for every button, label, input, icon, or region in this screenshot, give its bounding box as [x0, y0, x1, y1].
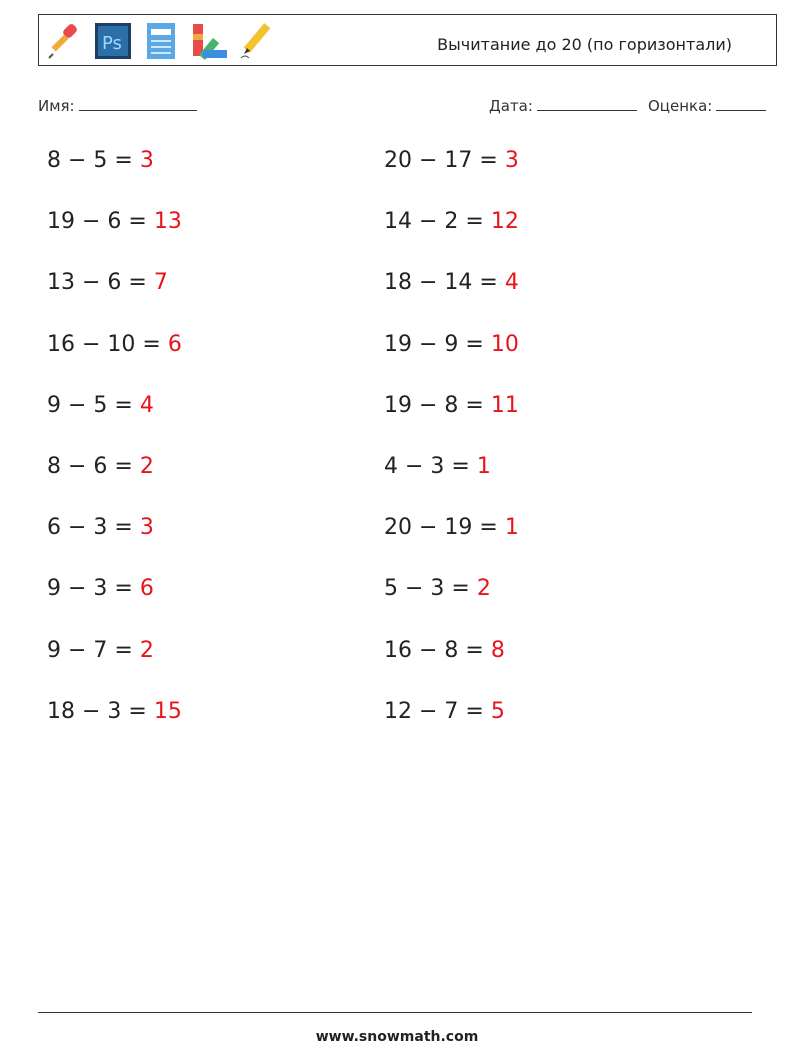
worksheet-header [38, 14, 777, 66]
date-label: Дата: [489, 97, 533, 115]
problem-right-8 [384, 576, 491, 601]
problem-question: 20 − 17 = [384, 148, 498, 173]
problem-question: 18 − 14 = [384, 270, 498, 295]
problem-answer: 13 [153, 209, 182, 234]
problem-question: 9 − 7 = [47, 638, 133, 663]
problem-question: 8 − 6 = [47, 454, 133, 479]
problem-question: 4 − 3 = [384, 454, 470, 479]
problem-right-6 [384, 454, 491, 479]
problem-answer: 5 [490, 699, 505, 724]
photoshop-icon [93, 20, 133, 62]
problem-answer: 2 [139, 454, 154, 479]
problem-left-9 [47, 638, 154, 663]
problem-left-3 [47, 270, 168, 295]
problem-answer: 3 [139, 515, 154, 540]
problem-answer: 2 [476, 576, 491, 601]
problem-answer: 3 [139, 148, 154, 173]
date-field [489, 94, 637, 115]
problem-question: 9 − 5 = [47, 393, 133, 418]
problem-answer: 7 [153, 270, 168, 295]
problem-right-3 [384, 270, 519, 295]
score-blank [716, 94, 766, 111]
problem-right-7 [384, 515, 519, 540]
problem-question: 14 − 2 = [384, 209, 484, 234]
problem-left-10 [47, 699, 182, 724]
problem-question: 19 − 8 = [384, 393, 484, 418]
problem-right-10 [384, 699, 505, 724]
problem-answer: 1 [504, 515, 519, 540]
problem-left-6 [47, 454, 154, 479]
problem-answer: 12 [490, 209, 519, 234]
problem-answer: 15 [153, 699, 182, 724]
problem-question: 8 − 5 = [47, 148, 133, 173]
problem-question: 18 − 3 = [47, 699, 147, 724]
problem-left-8 [47, 576, 154, 601]
problem-question: 19 − 6 = [47, 209, 147, 234]
name-field [38, 94, 197, 115]
date-blank [537, 94, 637, 111]
score-field [648, 94, 766, 115]
problem-answer: 3 [504, 148, 519, 173]
problem-answer: 2 [139, 638, 154, 663]
pencil-icon [237, 20, 277, 62]
problem-question: 20 − 19 = [384, 515, 498, 540]
problem-question: 13 − 6 = [47, 270, 147, 295]
problem-answer: 8 [490, 638, 505, 663]
footer-divider [38, 1012, 752, 1013]
header-icons [45, 20, 277, 62]
problem-question: 16 − 10 = [47, 332, 161, 357]
problem-left-1 [47, 148, 154, 173]
problem-right-9 [384, 638, 505, 663]
problem-left-7 [47, 515, 154, 540]
dropper-icon [45, 20, 85, 62]
problem-question: 16 − 8 = [384, 638, 484, 663]
problem-right-1 [384, 148, 519, 173]
problem-answer: 6 [139, 576, 154, 601]
problem-right-4 [384, 332, 519, 357]
problem-question: 9 − 3 = [47, 576, 133, 601]
color-swatches-icon [189, 20, 229, 62]
problem-right-5 [384, 393, 519, 418]
problem-right-2 [384, 209, 519, 234]
problem-answer: 11 [490, 393, 519, 418]
name-label: Имя: [38, 97, 75, 115]
problem-answer: 1 [476, 454, 491, 479]
problem-left-5 [47, 393, 154, 418]
notebook-icon [141, 20, 181, 62]
problem-answer: 4 [504, 270, 519, 295]
problem-answer: 10 [490, 332, 519, 357]
problem-question: 12 − 7 = [384, 699, 484, 724]
problem-left-2 [47, 209, 182, 234]
problem-answer: 4 [139, 393, 154, 418]
problem-question: 5 − 3 = [384, 576, 470, 601]
problem-question: 6 − 3 = [47, 515, 133, 540]
name-blank [79, 94, 197, 111]
worksheet-title: Вычитание до 20 (по горизонтали) [437, 35, 732, 54]
problem-question: 19 − 9 = [384, 332, 484, 357]
svg-text:Ps: Ps [102, 33, 122, 54]
footer-site: www.snowmath.com [315, 1029, 479, 1045]
problem-answer: 6 [167, 332, 182, 357]
problem-left-4 [47, 332, 182, 357]
score-label: Оценка: [648, 97, 713, 115]
